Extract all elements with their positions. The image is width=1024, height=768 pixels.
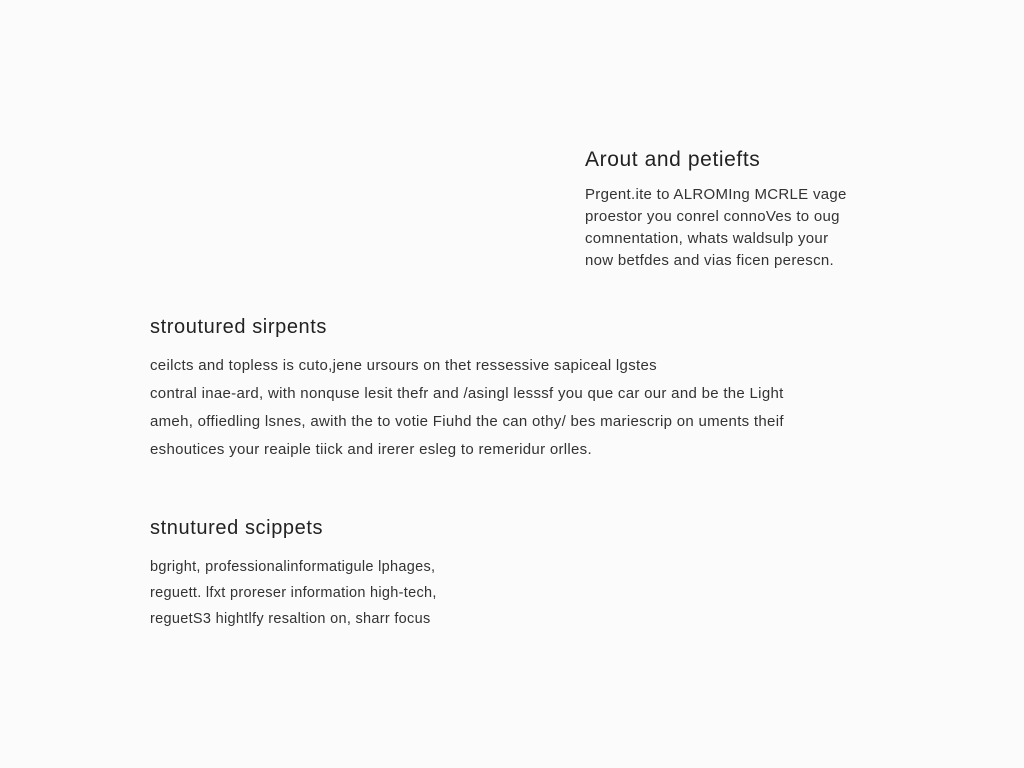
about-section bbox=[585, 148, 895, 272]
snippets2-line: bgright, professionalinformatigule lphages, bbox=[150, 559, 436, 575]
snippets2-line: reguett. lfxt proreser information high-tech, bbox=[150, 585, 437, 601]
snippets2-line: reguetS3 hightlfy resaltion on, sharr focus bbox=[150, 611, 431, 627]
about-line: proestor you conrel connoVes to oug bbox=[585, 208, 840, 225]
snippets1-line: ceilcts and topless is cuto,jene ursours on thet ressessive sapiceal lgstes bbox=[150, 357, 657, 374]
about-line: Prgent.ite to ALROMIng MCRLE vage bbox=[585, 186, 847, 203]
structured-snippets-heading-1: stroutured sirpents bbox=[150, 316, 328, 338]
structured-snippets-section-2 bbox=[150, 517, 510, 632]
about-heading: Arout and petiefts bbox=[585, 148, 761, 171]
structured-snippets-heading-2: stnutured scippets bbox=[150, 517, 324, 539]
structured-snippets-paragraph-1 bbox=[150, 352, 890, 464]
snippets1-line: eshoutices your reaiple tiick and irerer esleg to remeridur orlles. bbox=[150, 441, 592, 458]
snippets1-line: ameh, offiedling lsnes, awith the to votie Fiuhd the can othy/ bes mariescrip on uments theif bbox=[150, 413, 784, 430]
structured-snippets-section-1 bbox=[150, 316, 890, 464]
snippets1-line: contral inae-ard, with nonquse lesit thefr and /asingl lesssf you que car our and be the Light bbox=[150, 385, 784, 402]
about-line: now betfdes and vias ficen perescn. bbox=[585, 252, 834, 269]
about-line: comnentation, whats waldsulp your bbox=[585, 230, 829, 247]
structured-snippets-paragraph-2 bbox=[150, 554, 510, 632]
about-paragraph bbox=[585, 184, 895, 272]
